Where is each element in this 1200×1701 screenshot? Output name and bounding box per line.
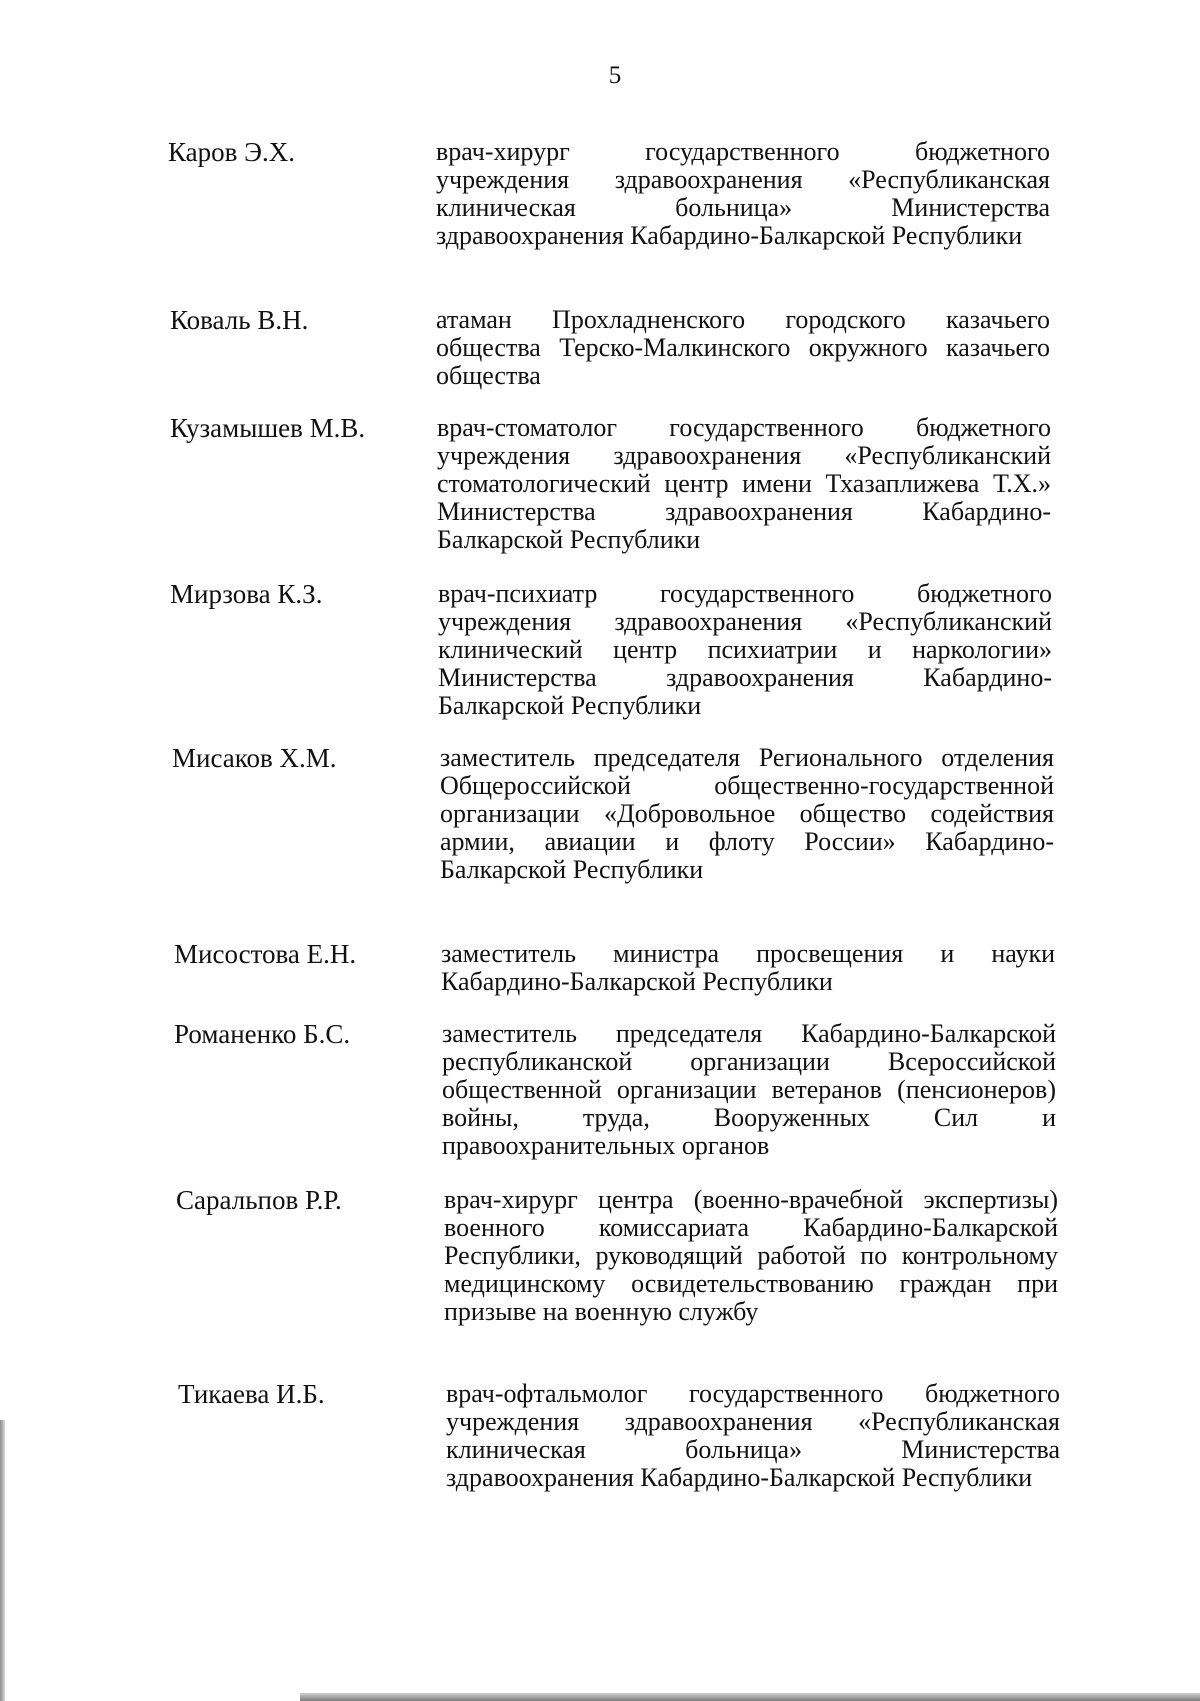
person-position: заместитель председателя Кабардино-Балкарской республиканской организации Всероссийской общественной организации ветеранов (пенсионеров) войны, труда, Вооруженных Сил и правоохранительных органов [442, 1019, 1056, 1160]
person-name: Романенко Б.С. [174, 1019, 351, 1049]
scan-edge-left [0, 1420, 5, 1701]
person-position: врач-хирург центра (военно-врачебной экспертизы) военного комиссариата Кабардино-Балкарской Республики, руководящий работой по контрольному медицинскому освидетельствованию граждан при призыве на военную службу [444, 1185, 1058, 1326]
person-name: Тикаева И.Б. [178, 1379, 325, 1409]
person-name: Каров Э.Х. [168, 137, 295, 167]
person-name: Мирзова К.З. [170, 579, 323, 609]
page-number: 5 [608, 62, 622, 89]
person-name: Мисостова Е.Н. [174, 939, 357, 969]
person-position: врач-психиатр государственного бюджетного учреждения здравоохранения «Республиканский клинический центр психиатрии и наркологии» Министерства здравоохранения Кабардино-Балкарской Республики [438, 579, 1052, 720]
person-name: Коваль В.Н. [170, 305, 309, 335]
person-position: врач-офтальмолог государственного бюджетного учреждения здравоохранения «Республиканская клиническая больница» Министерства здравоохранения Кабардино-Балкарской Республики [446, 1379, 1060, 1492]
person-position: врач-стоматолог государственного бюджетного учреждения здравоохранения «Республиканский стоматологический центр имени Тхазаплижева Т.Х.» Министерства здравоохранения Кабардино-Балкарской Республики [437, 413, 1051, 554]
person-name: Мисаков Х.М. [172, 743, 337, 773]
person-position: заместитель министра просвещения и науки Кабардино-Балкарской Республики [441, 939, 1055, 996]
person-position: заместитель председателя Регионального отделения Общероссийской общественно-государственной организации «Добровольное общество содействия армии, авиации и флоту России» Кабардино-Балкарской Республики [440, 743, 1054, 884]
person-position: атаман Прохладненского городского казачьего общества Терско-Малкинского окружного казачьего общества [436, 305, 1050, 390]
scan-edge-bottom [300, 1693, 1200, 1701]
person-name: Кузамышев М.В. [170, 413, 366, 443]
person-name: Саральпов Р.Р. [176, 1185, 342, 1215]
person-position: врач-хирург государственного бюджетного учреждения здравоохранения «Республиканская клиническая больница» Министерства здравоохранения Кабардино-Балкарской Республики [436, 137, 1050, 250]
